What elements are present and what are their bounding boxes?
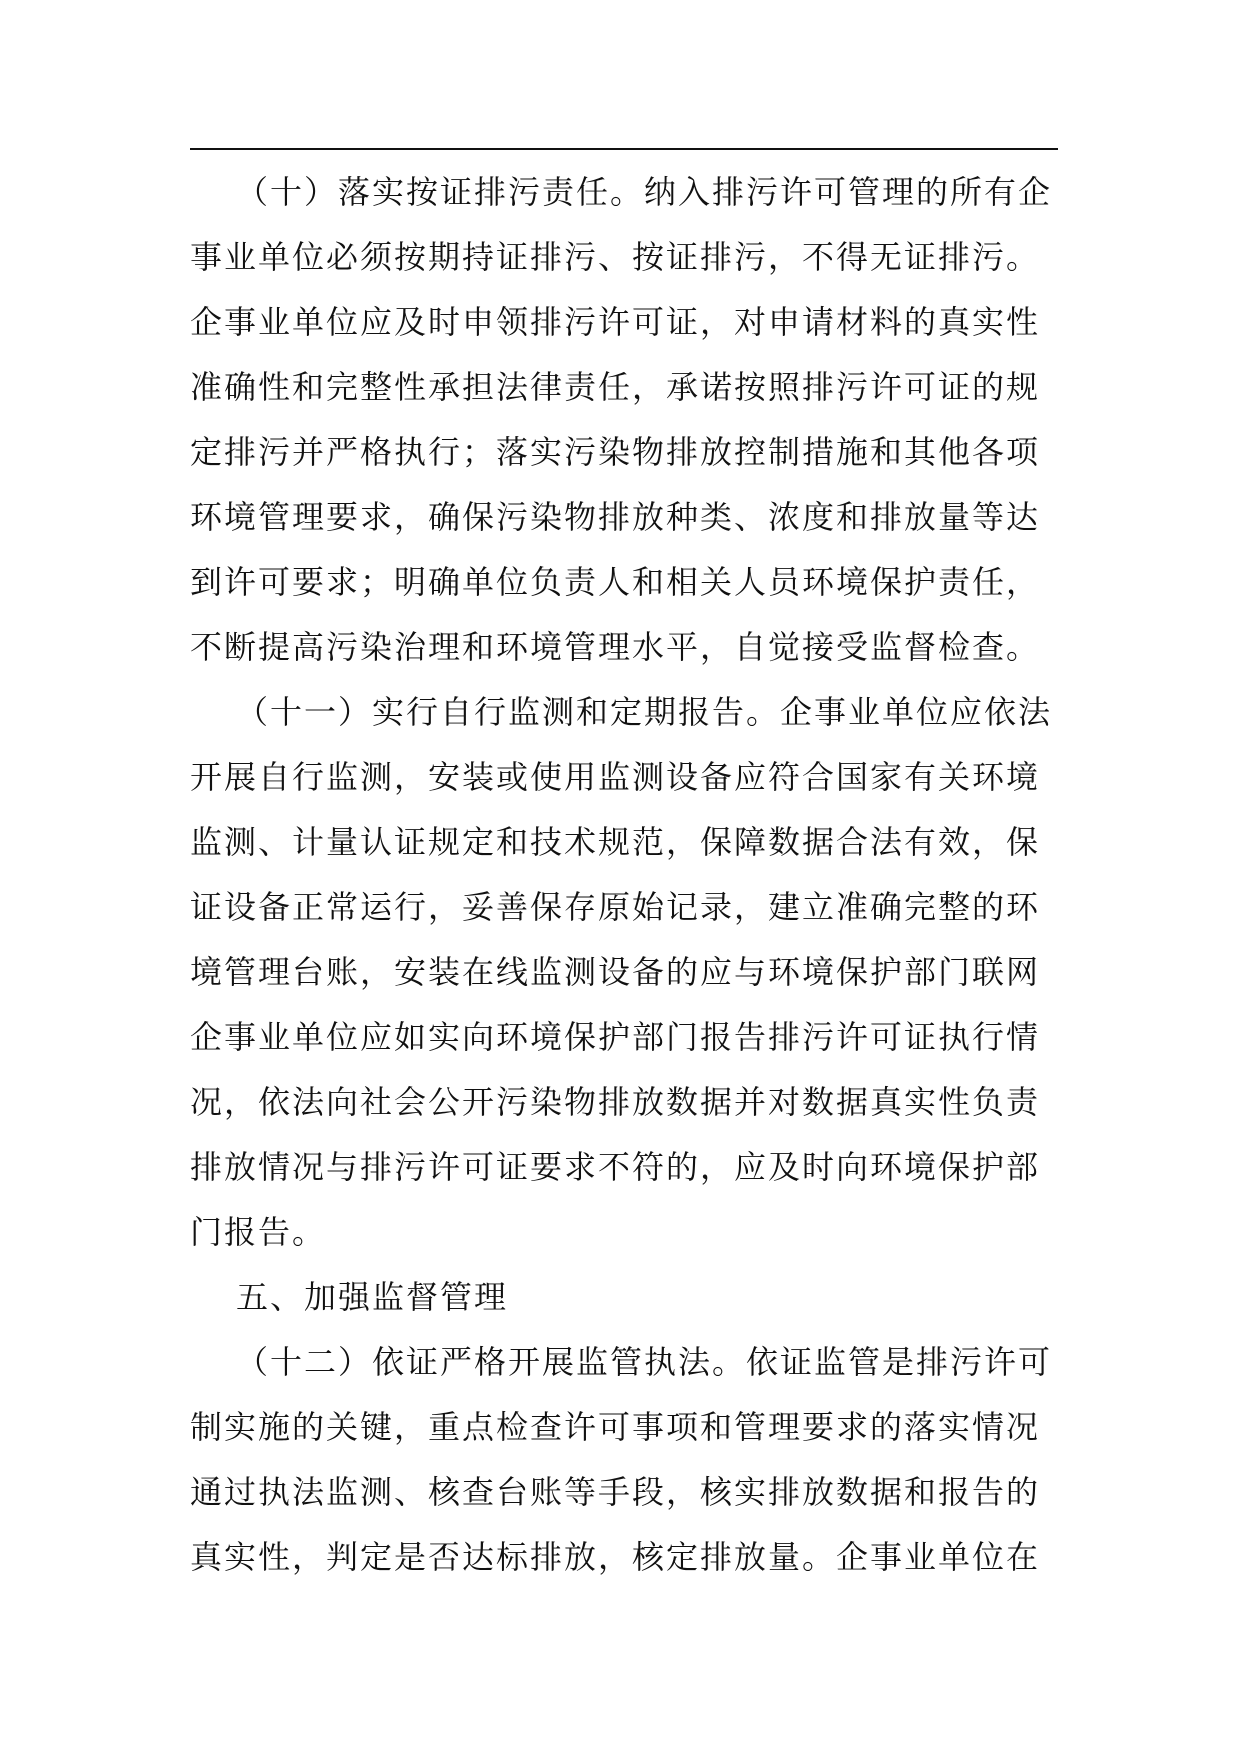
text-line: 通过执法监测、核查台账等手段，核实排放数据和报告的 bbox=[190, 1473, 1041, 1511]
text-line: 到许可要求；明确单位负责人和相关人员环境保护责任， bbox=[190, 563, 1041, 601]
text-line: 环境管理要求，确保污染物排放种类、浓度和排放量等达 bbox=[190, 498, 1041, 536]
text-line: 不断提高污染治理和环境管理水平，自觉接受监督检查。 bbox=[190, 628, 1041, 666]
header-rule bbox=[190, 148, 1058, 150]
text-line: 开展自行监测，安装或使用监测设备应符合国家有关环境 bbox=[190, 758, 1041, 796]
paragraph-12-heading-line: （十二）依证严格开展监管执法。依证监管是排污许可 bbox=[236, 1343, 1053, 1381]
text-line: 证设备正常运行，妥善保存原始记录，建立准确完整的环 bbox=[190, 888, 1041, 926]
text-line: 真实性，判定是否达标排放，核定排放量。企事业单位在 bbox=[190, 1538, 1041, 1576]
section-5-heading: 五、加强监督管理 bbox=[236, 1278, 509, 1316]
text-line: 制实施的关键，重点检查许可事项和管理要求的落实情况 bbox=[190, 1408, 1041, 1446]
text-line: 定排污并严格执行；落实污染物排放控制措施和其他各项 bbox=[190, 433, 1041, 471]
text-line: 企事业单位应如实向环境保护部门报告排污许可证执行情 bbox=[190, 1018, 1041, 1056]
text-line: 准确性和完整性承担法律责任，承诺按照排污许可证的规 bbox=[190, 368, 1041, 406]
text-line: 监测、计量认证规定和技术规范，保障数据合法有效，保 bbox=[190, 823, 1041, 861]
text-line: 排放情况与排污许可证要求不符的，应及时向环境保护部 bbox=[190, 1148, 1041, 1186]
text-line: 事业单位必须按期持证排污、按证排污，不得无证排污。 bbox=[190, 238, 1041, 276]
paragraph-10-heading-line: （十）落实按证排污责任。纳入排污许可管理的所有企 bbox=[236, 173, 1053, 211]
text-line: 境管理台账，安装在线监测设备的应与环境保护部门联网 bbox=[190, 953, 1041, 991]
text-line: 况，依法向社会公开污染物排放数据并对数据真实性负责 bbox=[190, 1083, 1041, 1121]
text-line: 企事业单位应及时申领排污许可证，对申请材料的真实性 bbox=[190, 303, 1041, 341]
text-line: 门报告。 bbox=[190, 1213, 327, 1251]
document-body bbox=[190, 160, 1058, 1590]
paragraph-11-heading-line: （十一）实行自行监测和定期报告。企事业单位应依法 bbox=[236, 693, 1053, 731]
